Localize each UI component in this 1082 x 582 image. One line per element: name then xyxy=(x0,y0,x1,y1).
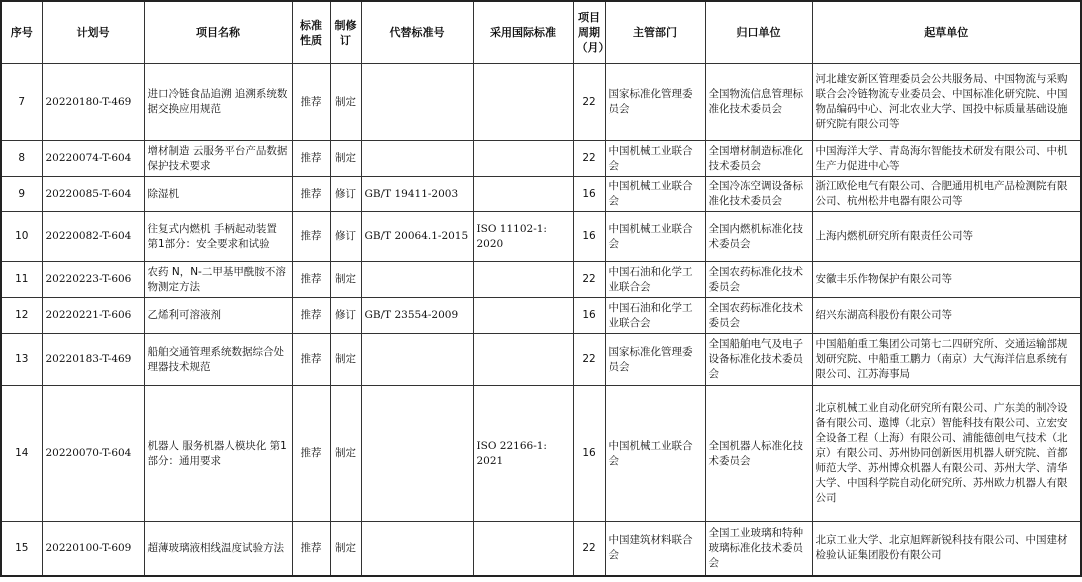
cell-drafter: 浙江欧伦电气有限公司、合肥通用机电产品检测院有限公司、杭州松井电器有限公司等 xyxy=(812,177,1081,212)
cell-unit: 全国机器人标准化技术委员会 xyxy=(705,386,812,522)
cell-unit: 全国增材制造标准化技术委员会 xyxy=(705,141,812,177)
cell-revise: 制定 xyxy=(330,522,361,576)
table-row xyxy=(1,298,1081,334)
header-intl-std: 采用国际标准 xyxy=(473,1,573,64)
cell-revise: 修订 xyxy=(330,212,361,262)
cell-nature: 推荐 xyxy=(292,64,330,141)
cell-dept: 中国石油和化学工业联合会 xyxy=(605,298,705,334)
cell-seq: 8 xyxy=(1,141,42,177)
header-unit: 归口单位 xyxy=(705,1,812,64)
cell-replace-std xyxy=(361,262,473,298)
cell-drafter: 中国船舶重工集团公司第七二四研究所、交通运输部规划研究院、中船重工鹏力（南京）大气海洋信息系统有限公司、江苏海事局 xyxy=(812,334,1081,386)
cell-period: 16 xyxy=(573,386,605,522)
cell-intl-std xyxy=(473,522,573,576)
cell-drafter: 北京工业大学、北京旭辉新锐科技有限公司、中国建材检验认证集团股份有限公司 xyxy=(812,522,1081,576)
cell-seq: 7 xyxy=(1,64,42,141)
cell-replace-std: GB/T 20064.1-2015 xyxy=(361,212,473,262)
header-nature: 标准性质 xyxy=(292,1,330,64)
header-seq: 序号 xyxy=(1,1,42,64)
cell-drafter: 绍兴东湖高科股份有限公司等 xyxy=(812,298,1081,334)
cell-dept: 中国机械工业联合会 xyxy=(605,141,705,177)
cell-seq: 10 xyxy=(1,212,42,262)
cell-dept: 中国机械工业联合会 xyxy=(605,212,705,262)
cell-period: 22 xyxy=(573,522,605,576)
cell-revise: 制定 xyxy=(330,334,361,386)
cell-seq: 15 xyxy=(1,522,42,576)
cell-unit: 全国工业玻璃和特种玻璃标准化技术委员会 xyxy=(705,522,812,576)
header-drafter: 起草单位 xyxy=(812,1,1081,64)
cell-period: 16 xyxy=(573,212,605,262)
cell-project-name: 农药 N，N-二甲基甲酰胺不溶物测定方法 xyxy=(144,262,292,298)
cell-project-name: 进口冷链食品追溯 追溯系统数据交换应用规范 xyxy=(144,64,292,141)
cell-replace-std: GB/T 23554-2009 xyxy=(361,298,473,334)
cell-replace-std xyxy=(361,64,473,141)
cell-period: 22 xyxy=(573,141,605,177)
header-period: 项目周期（月） xyxy=(573,1,605,64)
cell-unit: 全国农药标准化技术委员会 xyxy=(705,298,812,334)
cell-project-name: 船舶交通管理系统数据综合处理器技术规范 xyxy=(144,334,292,386)
cell-nature: 推荐 xyxy=(292,177,330,212)
header-plan-no: 计划号 xyxy=(42,1,144,64)
header-revise: 制修订 xyxy=(330,1,361,64)
cell-replace-std xyxy=(361,334,473,386)
cell-intl-std xyxy=(473,298,573,334)
cell-plan-no: 20220221-T-606 xyxy=(42,298,144,334)
cell-intl-std: ISO 11102-1: 2020 xyxy=(473,212,573,262)
cell-unit: 全国物流信息管理标准化技术委员会 xyxy=(705,64,812,141)
cell-nature: 推荐 xyxy=(292,522,330,576)
table-row xyxy=(1,64,1081,141)
cell-intl-std xyxy=(473,334,573,386)
cell-revise: 制定 xyxy=(330,141,361,177)
cell-project-name: 除湿机 xyxy=(144,177,292,212)
cell-period: 16 xyxy=(573,177,605,212)
cell-dept: 国家标准化管理委员会 xyxy=(605,64,705,141)
cell-intl-std xyxy=(473,262,573,298)
cell-project-name: 增材制造 云服务平台产品数据保护技术要求 xyxy=(144,141,292,177)
cell-replace-std xyxy=(361,141,473,177)
cell-plan-no: 20220074-T-604 xyxy=(42,141,144,177)
cell-dept: 中国建筑材料联合会 xyxy=(605,522,705,576)
cell-unit: 全国冷冻空调设备标准化技术委员会 xyxy=(705,177,812,212)
cell-plan-no: 20220223-T-606 xyxy=(42,262,144,298)
cell-unit: 全国船舶电气及电子设备标准化技术委员会 xyxy=(705,334,812,386)
cell-intl-std xyxy=(473,64,573,141)
cell-replace-std xyxy=(361,522,473,576)
table-header-row xyxy=(1,1,1081,64)
cell-nature: 推荐 xyxy=(292,212,330,262)
header-replace-std: 代替标准号 xyxy=(361,1,473,64)
cell-project-name: 机器人 服务机器人模块化 第1部分：通用要求 xyxy=(144,386,292,522)
table-row xyxy=(1,386,1081,522)
cell-intl-std xyxy=(473,177,573,212)
cell-unit: 全国内燃机标准化技术委员会 xyxy=(705,212,812,262)
cell-dept: 中国机械工业联合会 xyxy=(605,386,705,522)
cell-period: 22 xyxy=(573,334,605,386)
cell-nature: 推荐 xyxy=(292,386,330,522)
cell-dept: 国家标准化管理委员会 xyxy=(605,334,705,386)
cell-plan-no: 20220082-T-604 xyxy=(42,212,144,262)
table-row xyxy=(1,141,1081,177)
cell-project-name: 乙烯利可溶液剂 xyxy=(144,298,292,334)
cell-drafter: 中国海洋大学、青岛海尔智能技术研发有限公司、中机生产力促进中心等 xyxy=(812,141,1081,177)
cell-drafter: 北京机械工业自动化研究所有限公司、广东美的制冷设备有限公司、遨博（北京）智能科技有限公司、立宏安全设备工程（上海）有限公司、浦能德创电气技术（北京）有限公司、苏州协同创新医用机器人研究院、首都师范大学、苏州博众机器人有限公司、苏州大学、清华大学、中国科学院自动化研究所、苏州欧力机器人有限公司 xyxy=(812,386,1081,522)
cell-nature: 推荐 xyxy=(292,141,330,177)
cell-nature: 推荐 xyxy=(292,298,330,334)
table-row xyxy=(1,177,1081,212)
table-row xyxy=(1,212,1081,262)
cell-nature: 推荐 xyxy=(292,334,330,386)
cell-revise: 制定 xyxy=(330,262,361,298)
table-row xyxy=(1,262,1081,298)
cell-nature: 推荐 xyxy=(292,262,330,298)
cell-period: 16 xyxy=(573,298,605,334)
cell-unit: 全国农药标准化技术委员会 xyxy=(705,262,812,298)
cell-revise: 制定 xyxy=(330,64,361,141)
cell-plan-no: 20220100-T-609 xyxy=(42,522,144,576)
cell-plan-no: 20220070-T-604 xyxy=(42,386,144,522)
cell-plan-no: 20220085-T-604 xyxy=(42,177,144,212)
cell-intl-std xyxy=(473,141,573,177)
cell-period: 22 xyxy=(573,64,605,141)
cell-drafter: 上海内燃机研究所有限责任公司等 xyxy=(812,212,1081,262)
cell-period: 22 xyxy=(573,262,605,298)
header-project-name: 项目名称 xyxy=(144,1,292,64)
cell-revise: 修订 xyxy=(330,177,361,212)
cell-seq: 11 xyxy=(1,262,42,298)
header-dept: 主管部门 xyxy=(605,1,705,64)
cell-seq: 12 xyxy=(1,298,42,334)
cell-plan-no: 20220183-T-469 xyxy=(42,334,144,386)
table-row xyxy=(1,522,1081,576)
cell-revise: 修订 xyxy=(330,298,361,334)
cell-seq: 13 xyxy=(1,334,42,386)
cell-intl-std: ISO 22166-1: 2021 xyxy=(473,386,573,522)
cell-project-name: 往复式内燃机 手柄起动装置 第1部分：安全要求和试验 xyxy=(144,212,292,262)
cell-drafter: 河北雄安新区管理委员会公共服务局、中国物流与采购联合会冷链物流专业委员会、中国标准化研究院、中国物品编码中心、河北农业大学、国投中标质量基础设施研究院有限公司等 xyxy=(812,64,1081,141)
cell-drafter: 安徽丰乐作物保护有限公司等 xyxy=(812,262,1081,298)
cell-dept: 中国机械工业联合会 xyxy=(605,177,705,212)
cell-plan-no: 20220180-T-469 xyxy=(42,64,144,141)
cell-revise: 制定 xyxy=(330,386,361,522)
cell-seq: 9 xyxy=(1,177,42,212)
cell-dept: 中国石油和化学工业联合会 xyxy=(605,262,705,298)
cell-seq: 14 xyxy=(1,386,42,522)
table-row xyxy=(1,334,1081,386)
cell-project-name: 超薄玻璃液相线温度试验方法 xyxy=(144,522,292,576)
cell-replace-std xyxy=(361,386,473,522)
cell-replace-std: GB/T 19411-2003 xyxy=(361,177,473,212)
